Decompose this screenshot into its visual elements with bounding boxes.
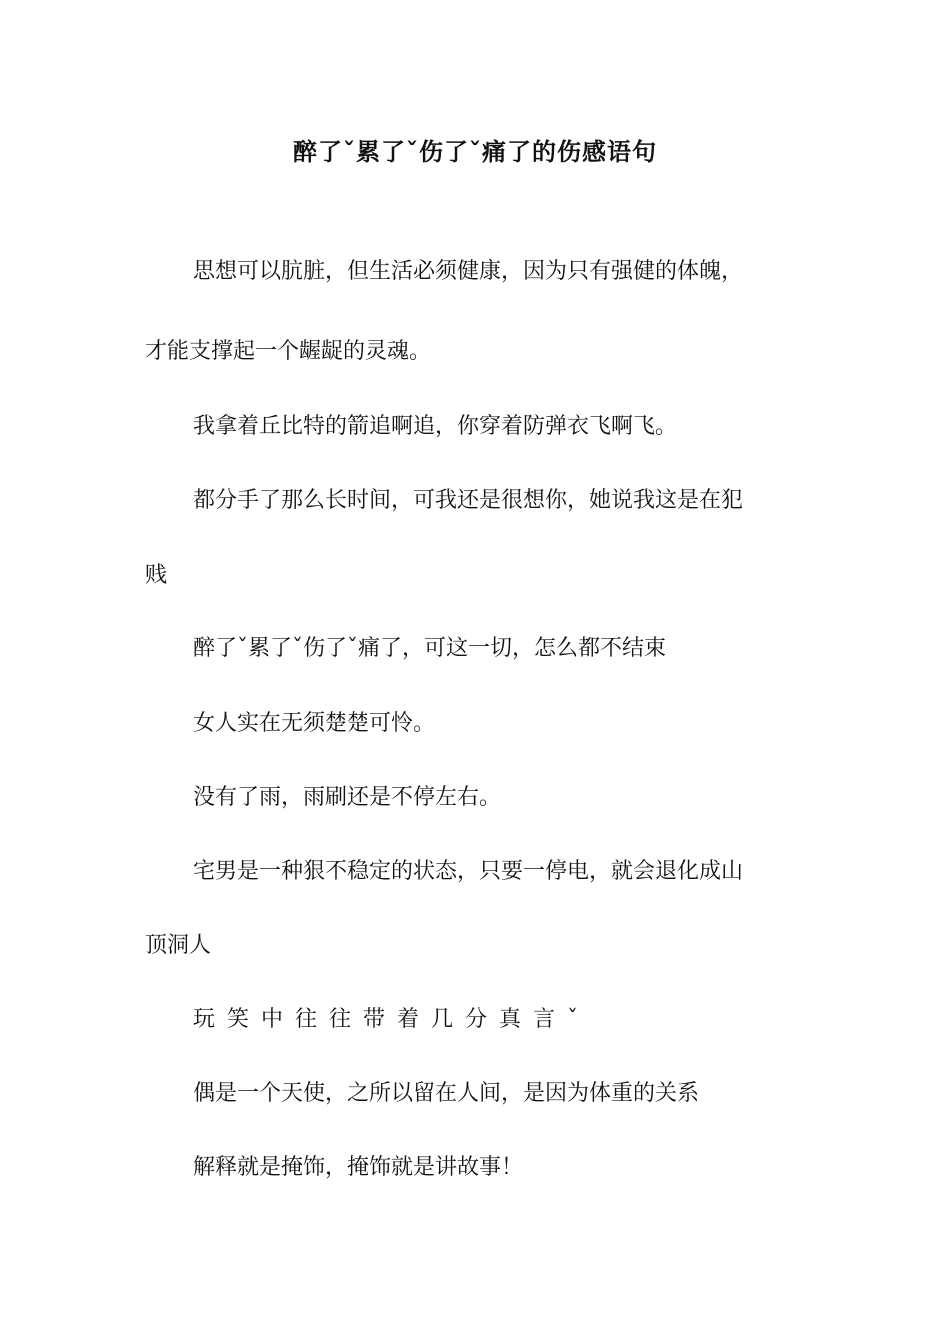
text-line: 才能支撑起一个龌龊的灵魂。	[145, 339, 432, 364]
text-line: 解释就是掩饰，掩饰就是讲故事！	[193, 1155, 524, 1180]
document-title: 醉了ˇ累了ˇ伤了ˇ痛了的伤感语句	[293, 137, 657, 166]
text-line: 宅男是一种狠不稳定的状态，只要一停电，就会退化成山	[193, 859, 744, 884]
text-line: 醉了ˇ累了ˇ伤了ˇ痛了，可这一切，怎么都不结束	[193, 636, 667, 661]
text-line: 都分手了那么长时间，可我还是很想你，她说我这是在犯	[193, 488, 744, 513]
text-line: 贱	[145, 563, 168, 588]
text-line: 玩笑中往往带着几分真言ˇ	[193, 1007, 591, 1032]
text-line: 我拿着丘比特的箭追啊追，你穿着防弹衣飞啊飞。	[193, 414, 678, 439]
text-line: 顶洞人	[145, 933, 212, 958]
text-line: 偶是一个天使，之所以留在人间，是因为体重的关系	[193, 1081, 700, 1106]
text-line: 思想可以肮脏，但生活必须健康，因为只有强健的体魄，	[193, 259, 744, 284]
text-line: 女人实在无须楚楚可怜。	[193, 711, 436, 736]
text-line: 没有了雨，雨刷还是不停左右。	[193, 785, 502, 810]
